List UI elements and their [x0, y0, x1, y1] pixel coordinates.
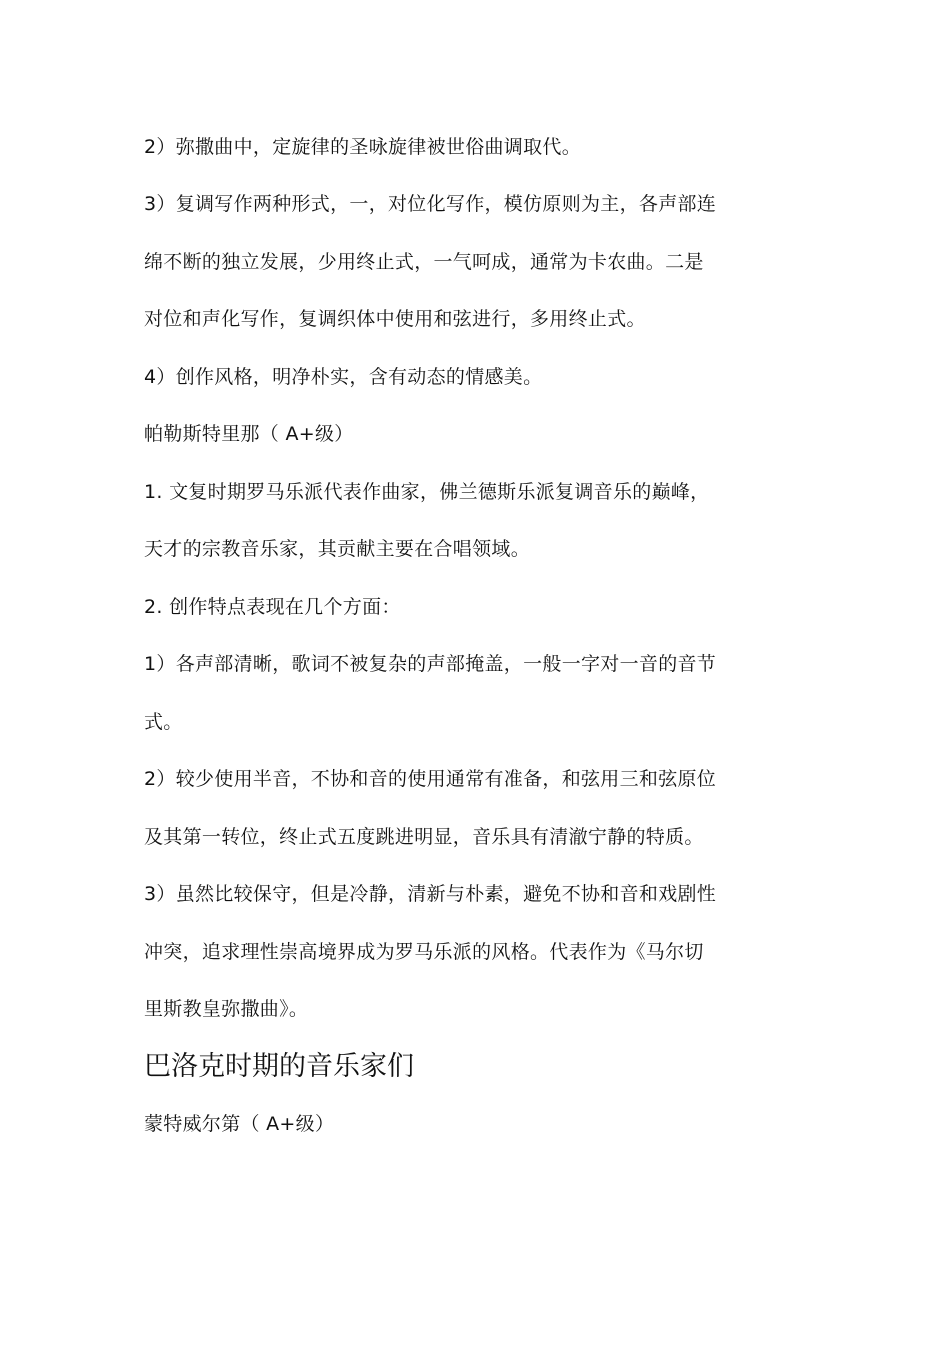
text-line: 3）虽然比较保守，但是冷静，清新与朴素，避免不协和音和戏剧性 — [144, 883, 717, 905]
text-line: 4）创作风格，明净朴实，含有动态的情感美。 — [144, 366, 543, 388]
text-line: 2. 创作特点表现在几个方面： — [144, 596, 401, 618]
text-line: 对位和声化写作，复调织体中使用和弦进行，多用终止式。 — [144, 308, 646, 330]
text-line: 1. 文复时期罗马乐派代表作曲家，佛兰德斯乐派复调音乐的巅峰， — [144, 481, 710, 503]
text-line: 天才的宗教音乐家，其贡献主要在合唱领域。 — [144, 538, 531, 560]
text-line: 1）各声部清晰，歌词不被复杂的声部掩盖，一般一字对一音的音节 — [144, 653, 717, 675]
text-line: 里斯教皇弥撒曲》。 — [144, 998, 309, 1020]
text-line: 3）复调写作两种形式，一，对位化写作，模仿原则为主，各声部连 — [144, 193, 717, 215]
text-line: 2）较少使用半音，不协和音的使用通常有准备，和弦用三和弦原位 — [144, 768, 717, 790]
text-line: 2）弥撒曲中，定旋律的圣咏旋律被世俗曲调取代。 — [144, 136, 581, 158]
section-heading: 巴洛克时期的音乐家们 — [144, 1051, 414, 1082]
composer-heading-palestrina: 帕勒斯特里那（ A+级） — [144, 423, 354, 445]
composer-heading-monteverdi: 蒙特威尔第（ A+级） — [144, 1113, 335, 1135]
text-line: 冲突，追求理性崇高境界成为罗马乐派的风格。代表作为《马尔切 — [144, 941, 704, 963]
text-line: 及其第一转位，终止式五度跳进明显，音乐具有清澈宁静的特质。 — [144, 826, 704, 848]
text-line: 绵不断的独立发展，少用终止式，一气呵成，通常为卡农曲。二是 — [144, 251, 704, 273]
text-line: 式。 — [144, 711, 183, 733]
